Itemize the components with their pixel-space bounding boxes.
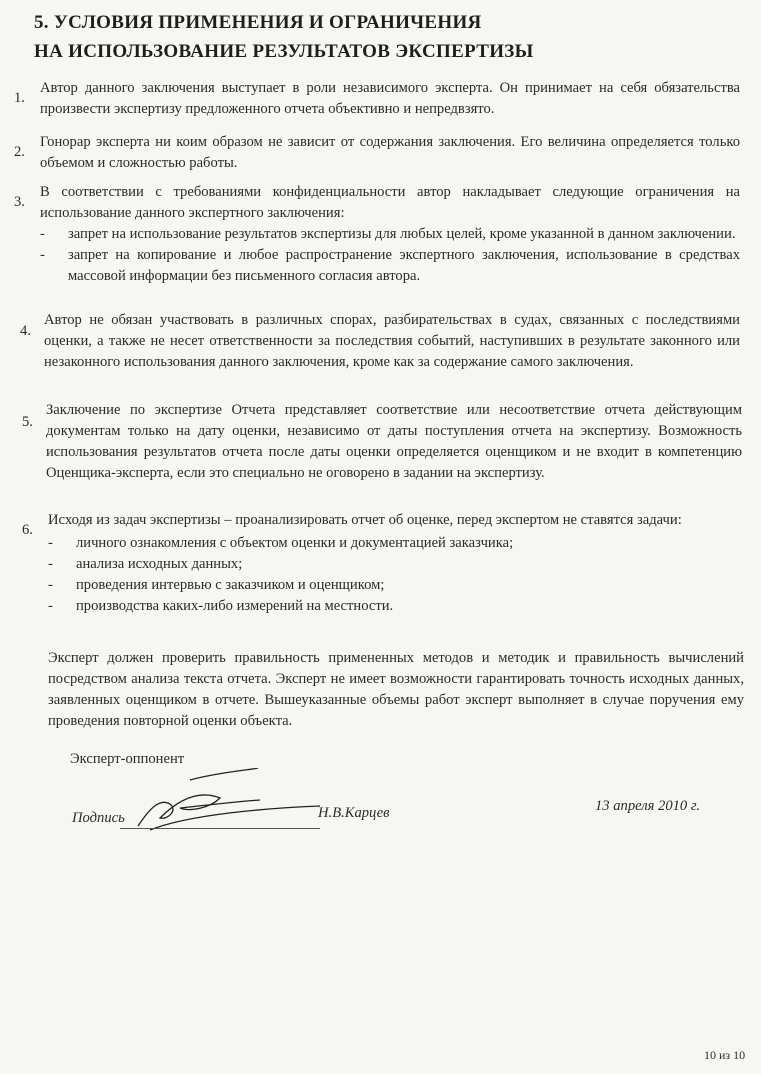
bullet-dash: - <box>48 577 53 593</box>
title-line-1: 5. УСЛОВИЯ ПРИМЕНЕНИЯ И ОГРАНИЧЕНИЯ <box>34 12 482 33</box>
bullet-text: запрет на использование результатов экспертизы для любых целей, кроме указанной в данном заключении. <box>68 226 736 242</box>
bullet-dash: - <box>48 535 53 551</box>
closing-paragraph: Эксперт должен проверить правильность примененных методов и методик и правильность вычислений посредством анализа текста отчета. Эксперт не имеет возможности гарантировать точность исходных данных, заявленных оценщиком в отчете. Вышеуказанные объемы работ эксперт выполняет в случае поручения ему проведения повторной оценки объекта. <box>48 650 744 729</box>
list-item <box>48 510 744 617</box>
page-number: 10 из 10 <box>704 1048 746 1062</box>
signer-name: Н.В.Карцев <box>318 805 390 821</box>
bullet-item <box>48 554 744 575</box>
item-number: 4. <box>20 323 31 339</box>
bullet-dash: - <box>48 598 53 614</box>
list-item: Гонорар эксперта ни коим образом не зависит от содержания заключения. Его величина определяется только объемом и сложностью работы. <box>40 134 740 171</box>
bullet-item <box>48 596 744 617</box>
signature-line <box>120 828 320 829</box>
bullet-item <box>48 533 744 554</box>
signature-date: 13 апреля 2010 г. <box>595 798 701 814</box>
item-text: В соответствии с требованиями конфиденциальности автор накладывает следующие ограничения на использование данного экспертного заключения: <box>40 184 740 221</box>
item-number: 1. <box>14 90 25 106</box>
bullet-text: производства каких-либо измерений на местности. <box>76 598 394 614</box>
list-item: Автор не обязан участвовать в различных спорах, разбирательствах в судах, связанных с последствиями оценки, а также не несет ответственности за последствия событий, наступивших в результате законного или незаконного использования данного заключения, кроме как за содержание самого заключения. <box>44 312 740 370</box>
section-title <box>34 8 594 66</box>
item-text: Исходя из задач экспертизы – проанализировать отчет об оценке, перед экспертом не ставятся задачи: <box>48 512 682 528</box>
item-number: 2. <box>14 144 25 160</box>
bullet-dash: - <box>48 556 53 572</box>
item-number: 3. <box>14 194 25 210</box>
bullet-item <box>40 224 740 245</box>
list-item: Автор данного заключения выступает в роли независимого эксперта. Он принимает на себя обязательства произвести экспертизу предложенного отчета объективно и непредвзято. <box>40 80 740 117</box>
bullet-text: запрет на копирование и любое распространение экспертного заключения, использование в средствах массовой информации без письменного согласия автора. <box>68 247 740 284</box>
bullet-dash: - <box>40 226 45 242</box>
bullet-text: проведения интервью с заказчиком и оценщиком; <box>76 577 385 593</box>
list-item <box>40 182 740 287</box>
item-number: 6. <box>22 522 33 538</box>
bullet-item <box>48 575 744 596</box>
bullet-dash: - <box>40 247 45 263</box>
bullet-item <box>40 245 740 287</box>
bullet-text: анализа исходных данных; <box>76 556 243 572</box>
item-number: 5. <box>22 414 33 430</box>
list-item: Заключение по экспертизе Отчета представляет соответствие или несоответствие отчета действующим документам только на дату оценки, независимо от даты поступления отчета на экспертизу. Возможность использования результатов отчета после даты оценки определяется оценщиком и не входит в компетенцию Оценщика-эксперта, если это специально не оговорено в задании на экспертизу. <box>46 402 742 481</box>
title-line-2: НА ИСПОЛЬЗОВАНИЕ РЕЗУЛЬТАТОВ ЭКСПЕРТИЗЫ <box>34 41 534 62</box>
signature-label: Подпись <box>72 810 125 826</box>
bullet-text: личного ознакомления с объектом оценки и документацией заказчика; <box>76 535 514 551</box>
signer-role: Эксперт-оппонент <box>70 751 185 767</box>
